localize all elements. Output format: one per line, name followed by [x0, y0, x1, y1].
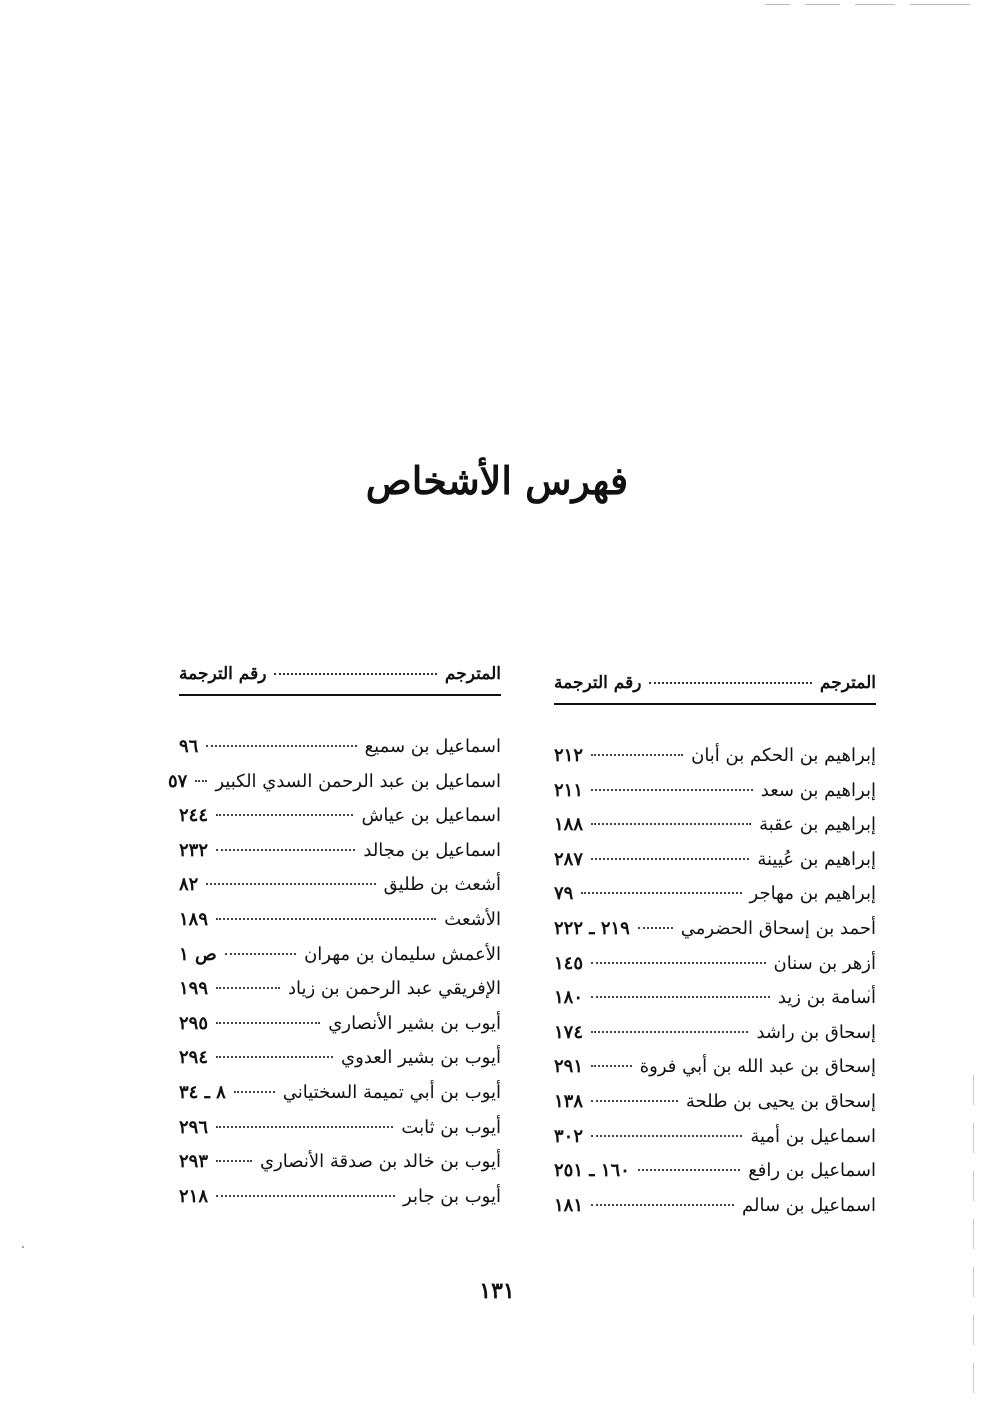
entry-name: إسحاق بن راشد	[756, 1021, 876, 1043]
entry-number: ٢٩٣	[179, 1151, 209, 1173]
leader-dots	[591, 858, 749, 860]
index-entry	[179, 944, 501, 979]
index-entry	[179, 805, 501, 840]
entry-number: ١٣٨	[554, 1090, 584, 1112]
header-number-label: رقم الترجمة	[554, 673, 642, 693]
entry-number: ٩٦	[179, 736, 199, 757]
entry-name: إبراهيم بن الحكم بن أبان	[691, 745, 876, 766]
index-entry	[554, 780, 876, 815]
entry-number: ١٨١	[554, 1194, 584, 1216]
entry-number: ٢٤٤	[179, 805, 209, 827]
entry-name: أحمد بن إسحاق الحضرمي	[680, 917, 876, 939]
entry-number: ٢٩٦	[179, 1116, 209, 1138]
index-entry	[554, 1091, 876, 1126]
index-entry	[179, 736, 501, 771]
index-entry	[179, 1013, 501, 1048]
scan-top-marks	[760, 4, 970, 10]
entry-number: ٢١١	[554, 779, 584, 801]
scan-edge-line	[973, 1075, 974, 1405]
index-entry	[179, 978, 501, 1013]
entry-name: إبراهيم بن سعد	[760, 779, 876, 801]
index-column-left	[167, 664, 501, 1220]
entry-number: ص ١	[179, 943, 217, 965]
index-entry	[554, 1022, 876, 1057]
leader-dots	[216, 1056, 333, 1058]
entry-name: إسحاق بن عبد الله بن أبي فروة	[639, 1056, 876, 1078]
leader-dots	[216, 1022, 320, 1024]
entry-name: أسامة بن زيد	[777, 987, 876, 1009]
index-column-right	[554, 673, 876, 1229]
entry-name: اسماعيل بن مجالد	[363, 839, 501, 861]
index-entry	[554, 814, 876, 849]
entry-number: ٣٠٢	[554, 1125, 584, 1147]
entry-list	[167, 736, 501, 1220]
index-entry	[554, 1195, 876, 1230]
index-entry	[554, 745, 876, 780]
leader-dots	[216, 1160, 252, 1162]
index-entry	[554, 849, 876, 884]
entry-name: أيوب بن ثابت	[401, 1116, 501, 1138]
leader-dots	[225, 953, 296, 955]
header-number-label: رقم الترجمة	[179, 664, 267, 684]
entry-number: ٢٩٤	[179, 1047, 209, 1069]
leader-dots	[638, 927, 673, 929]
index-entry	[179, 1082, 501, 1117]
entry-number: ٢٩١	[554, 1056, 584, 1078]
entry-name: أيوب بن بشير العدوي	[341, 1047, 501, 1069]
index-entry	[179, 840, 501, 875]
index-entry	[554, 1126, 876, 1161]
entry-name: أيوب بن بشير الأنصاري	[328, 1012, 501, 1034]
leader-dots	[206, 883, 375, 885]
entry-name: إبراهيم بن عقبة	[759, 814, 876, 836]
leader-dots	[581, 892, 741, 894]
index-entry	[179, 1117, 501, 1152]
header-person-label: المترجم	[819, 673, 876, 693]
index-entry	[554, 918, 876, 953]
entry-number: ٢٨٧	[554, 848, 584, 870]
leader-dots	[234, 1091, 275, 1093]
entry-name: أشعث بن طليق	[383, 874, 501, 896]
entry-number: ١٨٠	[554, 987, 584, 1009]
entry-name: اسماعيل بن سميع	[364, 736, 501, 757]
index-entry	[179, 1047, 501, 1082]
index-entry	[554, 987, 876, 1022]
entry-name: أزهر بن سنان	[773, 952, 876, 974]
leader-dots	[591, 1100, 678, 1102]
entry-number: ٢٩٥	[179, 1012, 209, 1034]
entry-number: ٨٢	[179, 874, 199, 896]
scan-speck	[22, 1246, 24, 1248]
entry-number: ٥٧	[167, 770, 188, 792]
entry-name: إسحاق بن يحيى بن طلحة	[685, 1090, 876, 1112]
index-entry	[554, 953, 876, 988]
index-entry	[179, 1186, 501, 1221]
column-header	[179, 664, 501, 696]
leader-dots	[591, 1031, 748, 1033]
entry-number: ٧٩	[554, 883, 574, 905]
index-entry	[179, 909, 501, 944]
header-leader-dots	[649, 682, 811, 684]
leader-dots	[216, 1126, 393, 1128]
leader-dots	[638, 1169, 740, 1171]
entry-list	[554, 745, 876, 1229]
entry-name: الإفريقي عبد الرحمن بن زياد	[288, 978, 501, 1000]
entry-number: ١٦٠ ـ ٢٥١	[554, 1160, 630, 1182]
entry-name: إبراهيم بن عُيينة	[757, 848, 876, 870]
entry-name: أيوب بن أبي تميمة السختياني	[282, 1081, 501, 1103]
entry-number: ٢١٢	[554, 745, 584, 766]
index-entry	[554, 883, 876, 918]
leader-dots	[216, 814, 353, 816]
index-entry	[554, 1056, 876, 1091]
entry-name: أيوب بن خالد بن صدقة الأنصاري	[260, 1151, 501, 1173]
entry-number: ٨ ـ ٣٤	[179, 1081, 226, 1103]
entry-number: ٢١٨	[179, 1185, 209, 1207]
entry-name: اسماعيل بن أمية	[750, 1125, 876, 1147]
leader-dots	[591, 996, 770, 998]
entry-name: اسماعيل بن سالم	[742, 1194, 876, 1216]
column-header	[554, 673, 876, 705]
entry-name: اسماعيل بن عياش	[361, 805, 501, 827]
entry-name: اسماعيل بن عبد الرحمن السدي الكبير	[215, 770, 501, 792]
entry-number: ١٨٨	[554, 814, 584, 836]
entry-name: اسماعيل بن رافع	[748, 1160, 876, 1182]
leader-dots	[591, 1135, 742, 1137]
leader-dots	[591, 754, 683, 756]
index-entry	[179, 1151, 501, 1186]
entry-name: إبراهيم بن مهاجر	[749, 883, 876, 905]
entry-number: ١٨٩	[179, 908, 209, 930]
leader-dots	[216, 987, 280, 989]
leader-dots	[216, 849, 355, 851]
entry-number: ١٧٤	[554, 1021, 584, 1043]
header-leader-dots	[274, 673, 436, 675]
leader-dots	[206, 745, 356, 747]
leader-dots	[216, 1195, 395, 1197]
leader-dots	[591, 823, 751, 825]
entry-number: ١٩٩	[179, 978, 209, 1000]
entry-number: ٢٣٢	[179, 839, 209, 861]
header-person-label: المترجم	[444, 664, 501, 684]
page-title: فهرس الأشخاص	[365, 458, 629, 503]
entry-name: أيوب بن جابر	[403, 1185, 501, 1207]
entry-number: ١٤٥	[554, 952, 584, 974]
leader-dots	[195, 780, 207, 782]
leader-dots	[591, 962, 765, 964]
entry-name: الأشعث	[444, 908, 501, 930]
leader-dots	[591, 1204, 734, 1206]
leader-dots	[591, 789, 753, 791]
index-entry	[179, 874, 501, 909]
leader-dots	[216, 918, 436, 920]
index-entry	[167, 770, 501, 806]
page-number: ١٣١	[479, 1278, 515, 1304]
entry-name: الأعمش سليمان بن مهران	[304, 943, 501, 965]
leader-dots	[591, 1065, 632, 1067]
entry-number: ٢١٩ ـ ٢٢٢	[554, 917, 630, 939]
index-entry	[554, 1160, 876, 1195]
